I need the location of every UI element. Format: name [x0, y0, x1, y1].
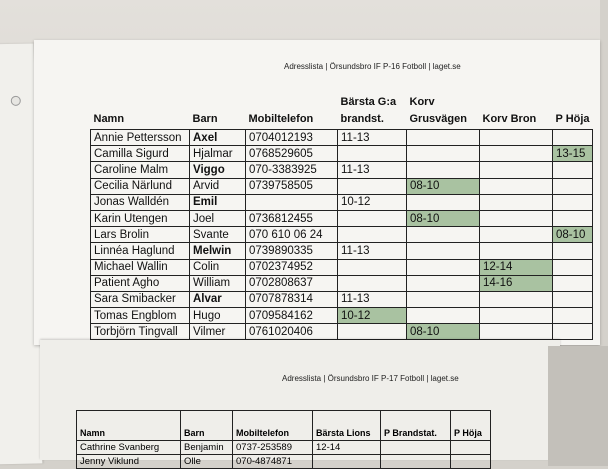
cell-barsta-lions [313, 455, 381, 469]
cell-korv-bron: 14-16 [480, 275, 553, 291]
cell-barn: Colin [190, 259, 246, 275]
cell-mobil: 070 610 06 24 [246, 227, 338, 243]
cell-korv-bron [480, 308, 553, 324]
cell-barsta-ga [338, 178, 407, 194]
cell-barn: Svante [190, 227, 246, 243]
cell-namn: Sara Smibacker [91, 291, 190, 307]
col-header-namn: Namn [93, 113, 125, 125]
cell-p-hoja [553, 130, 593, 146]
cell-mobil: 0709584162 [246, 308, 338, 324]
background-scrap [548, 346, 608, 466]
cell-barn: Melwin [190, 243, 246, 259]
cell-mobil: 0707878314 [246, 291, 338, 307]
cell-barsta-ga [338, 275, 407, 291]
table-row [91, 194, 593, 210]
cell-korv-grusvagen [407, 275, 480, 291]
cell-mobil: 0761020406 [246, 324, 338, 340]
cell-p-brandstat [381, 441, 451, 455]
cell-namn: Annie Pettersson [91, 130, 190, 146]
cell-barsta-ga: 11-13 [338, 130, 407, 146]
cell-mobil: 0737-253589 [233, 441, 313, 455]
cell-korv-grusvagen [407, 130, 480, 146]
cell-p-hoja [553, 275, 593, 291]
cell-korv-grusvagen [407, 146, 480, 162]
cell-korv-grusvagen: 08-10 [407, 324, 480, 340]
cell-barsta-ga [338, 324, 407, 340]
cell-korv-grusvagen [407, 259, 480, 275]
cell-barsta-ga: 10-12 [338, 308, 407, 324]
cell-barsta-ga: 11-13 [338, 162, 407, 178]
cell-korv-grusvagen [407, 194, 480, 210]
sheet-header: Adresslista | Örsundsbro IF P-17 Fotboll | laget.se [282, 374, 459, 383]
cell-namn: Jenny Viklund [77, 455, 181, 469]
cell-mobil: 0739890335 [246, 243, 338, 259]
col-header-korv-bron: Korv Bron [482, 113, 537, 125]
col-header-korv-grusvagen: Korv Grusvägen [409, 96, 467, 125]
cell-korv-bron [480, 178, 553, 194]
cell-korv-grusvagen: 08-10 [407, 210, 480, 226]
cell-p-hoja [553, 308, 593, 324]
roster-table-p16 [90, 94, 593, 340]
cell-mobil: 0702808637 [246, 275, 338, 291]
cell-p-hoja [553, 243, 593, 259]
col-header-p-brandstat: P Brandstat. [381, 411, 451, 441]
cell-p-hoja [553, 259, 593, 275]
sheet-p16 [34, 40, 600, 345]
cell-korv-grusvagen: 08-10 [407, 178, 480, 194]
cell-barsta-ga [338, 259, 407, 275]
cell-mobil: 0739758505 [246, 178, 338, 194]
cell-namn: Linnéa Haglund [91, 243, 190, 259]
cell-korv-grusvagen [407, 227, 480, 243]
cell-namn: Jonas Walldén [91, 194, 190, 210]
cell-mobil: 070-4874871 [233, 455, 313, 469]
cell-barn: Hugo [190, 308, 246, 324]
table-row [91, 210, 593, 226]
table-row [91, 308, 593, 324]
cell-korv-bron [480, 194, 553, 210]
cell-namn: Cathrine Svanberg [77, 441, 181, 455]
cell-barn: William [190, 275, 246, 291]
cell-barn: Hjalmar [190, 146, 246, 162]
table-row [91, 130, 593, 146]
cell-korv-grusvagen [407, 291, 480, 307]
cell-barn: Olle [181, 455, 233, 469]
table-row [77, 455, 491, 469]
sheet-p17 [40, 340, 560, 467]
cell-p-hoja [553, 324, 593, 340]
cell-barn: Emil [190, 194, 246, 210]
roster-table-p17 [76, 410, 491, 469]
cell-p-hoja [553, 210, 593, 226]
col-header-p-hoja: P Höja [555, 113, 590, 125]
col-header-barn: Barn [181, 411, 233, 441]
cell-mobil [246, 194, 338, 210]
cell-p-hoja: 08-10 [553, 227, 593, 243]
table-header-row [77, 411, 491, 441]
cell-korv-grusvagen [407, 162, 480, 178]
cell-namn: Caroline Malm [91, 162, 190, 178]
cell-korv-bron [480, 291, 553, 307]
table-row [91, 162, 593, 178]
cell-namn: Tomas Engblom [91, 308, 190, 324]
cell-mobil: 0704012193 [246, 130, 338, 146]
table-header-row [91, 94, 593, 130]
cell-mobil: 0702374952 [246, 259, 338, 275]
cell-korv-bron [480, 162, 553, 178]
cell-barn: Arvid [190, 178, 246, 194]
col-header-namn: Namn [77, 411, 181, 441]
col-header-barsta-ga-brandst: Bärsta G:a brandst. [340, 96, 397, 125]
table-row [91, 324, 593, 340]
cell-p-brandstat [381, 455, 451, 469]
cell-korv-bron: 12-14 [480, 259, 553, 275]
col-header-mobil: Mobiltelefon [233, 411, 313, 441]
cell-korv-grusvagen [407, 308, 480, 324]
cell-p-hoja [553, 162, 593, 178]
table-row [77, 441, 491, 455]
cell-korv-bron [480, 324, 553, 340]
cell-barsta-ga: 10-12 [338, 194, 407, 210]
punch-hole [11, 96, 21, 106]
table-row [91, 291, 593, 307]
cell-barn: Viggo [190, 162, 246, 178]
cell-korv-bron [480, 243, 553, 259]
sheet-header: Adresslista | Örsundsbro IF P-16 Fotboll | laget.se [284, 62, 461, 71]
cell-korv-bron [480, 210, 553, 226]
table-row [91, 259, 593, 275]
col-header-barsta-lions: Bärsta Lions [313, 411, 381, 441]
cell-namn: Cecilia Närlund [91, 178, 190, 194]
table-row [91, 227, 593, 243]
cell-namn: Michael Wallin [91, 259, 190, 275]
cell-barsta-ga [338, 210, 407, 226]
cell-barsta-ga [338, 227, 407, 243]
table-row [91, 178, 593, 194]
cell-korv-grusvagen [407, 243, 480, 259]
table-row [91, 146, 593, 162]
col-header-p-hoja: P Höja [451, 411, 491, 441]
cell-p-hoja [553, 178, 593, 194]
cell-mobil: 0736812455 [246, 210, 338, 226]
cell-namn: Lars Brolin [91, 227, 190, 243]
cell-p-hoja [451, 441, 491, 455]
cell-barsta-lions: 12-14 [313, 441, 381, 455]
cell-p-hoja [553, 291, 593, 307]
cell-barsta-ga [338, 146, 407, 162]
col-header-barn: Barn [192, 113, 218, 125]
cell-p-hoja [553, 194, 593, 210]
cell-namn: Torbjörn Tingvall [91, 324, 190, 340]
cell-barn: Vilmer [190, 324, 246, 340]
cell-p-hoja: 13-15 [553, 146, 593, 162]
cell-barn: Alvar [190, 291, 246, 307]
cell-barn: Axel [190, 130, 246, 146]
table-row [91, 275, 593, 291]
cell-p-hoja [451, 455, 491, 469]
cell-barn: Joel [190, 210, 246, 226]
cell-namn: Karin Utengen [91, 210, 190, 226]
cell-barn: Benjamin [181, 441, 233, 455]
cell-korv-bron [480, 130, 553, 146]
cell-mobil: 070-3383925 [246, 162, 338, 178]
cell-mobil: 0768529605 [246, 146, 338, 162]
cell-korv-bron [480, 146, 553, 162]
cell-namn: Patient Agho [91, 275, 190, 291]
cell-barsta-ga: 11-13 [338, 243, 407, 259]
col-header-mobil: Mobiltelefon [248, 113, 314, 125]
cell-namn: Camilla Sigurd [91, 146, 190, 162]
cell-barsta-ga: 11-13 [338, 291, 407, 307]
cell-korv-bron [480, 227, 553, 243]
table-row [91, 243, 593, 259]
